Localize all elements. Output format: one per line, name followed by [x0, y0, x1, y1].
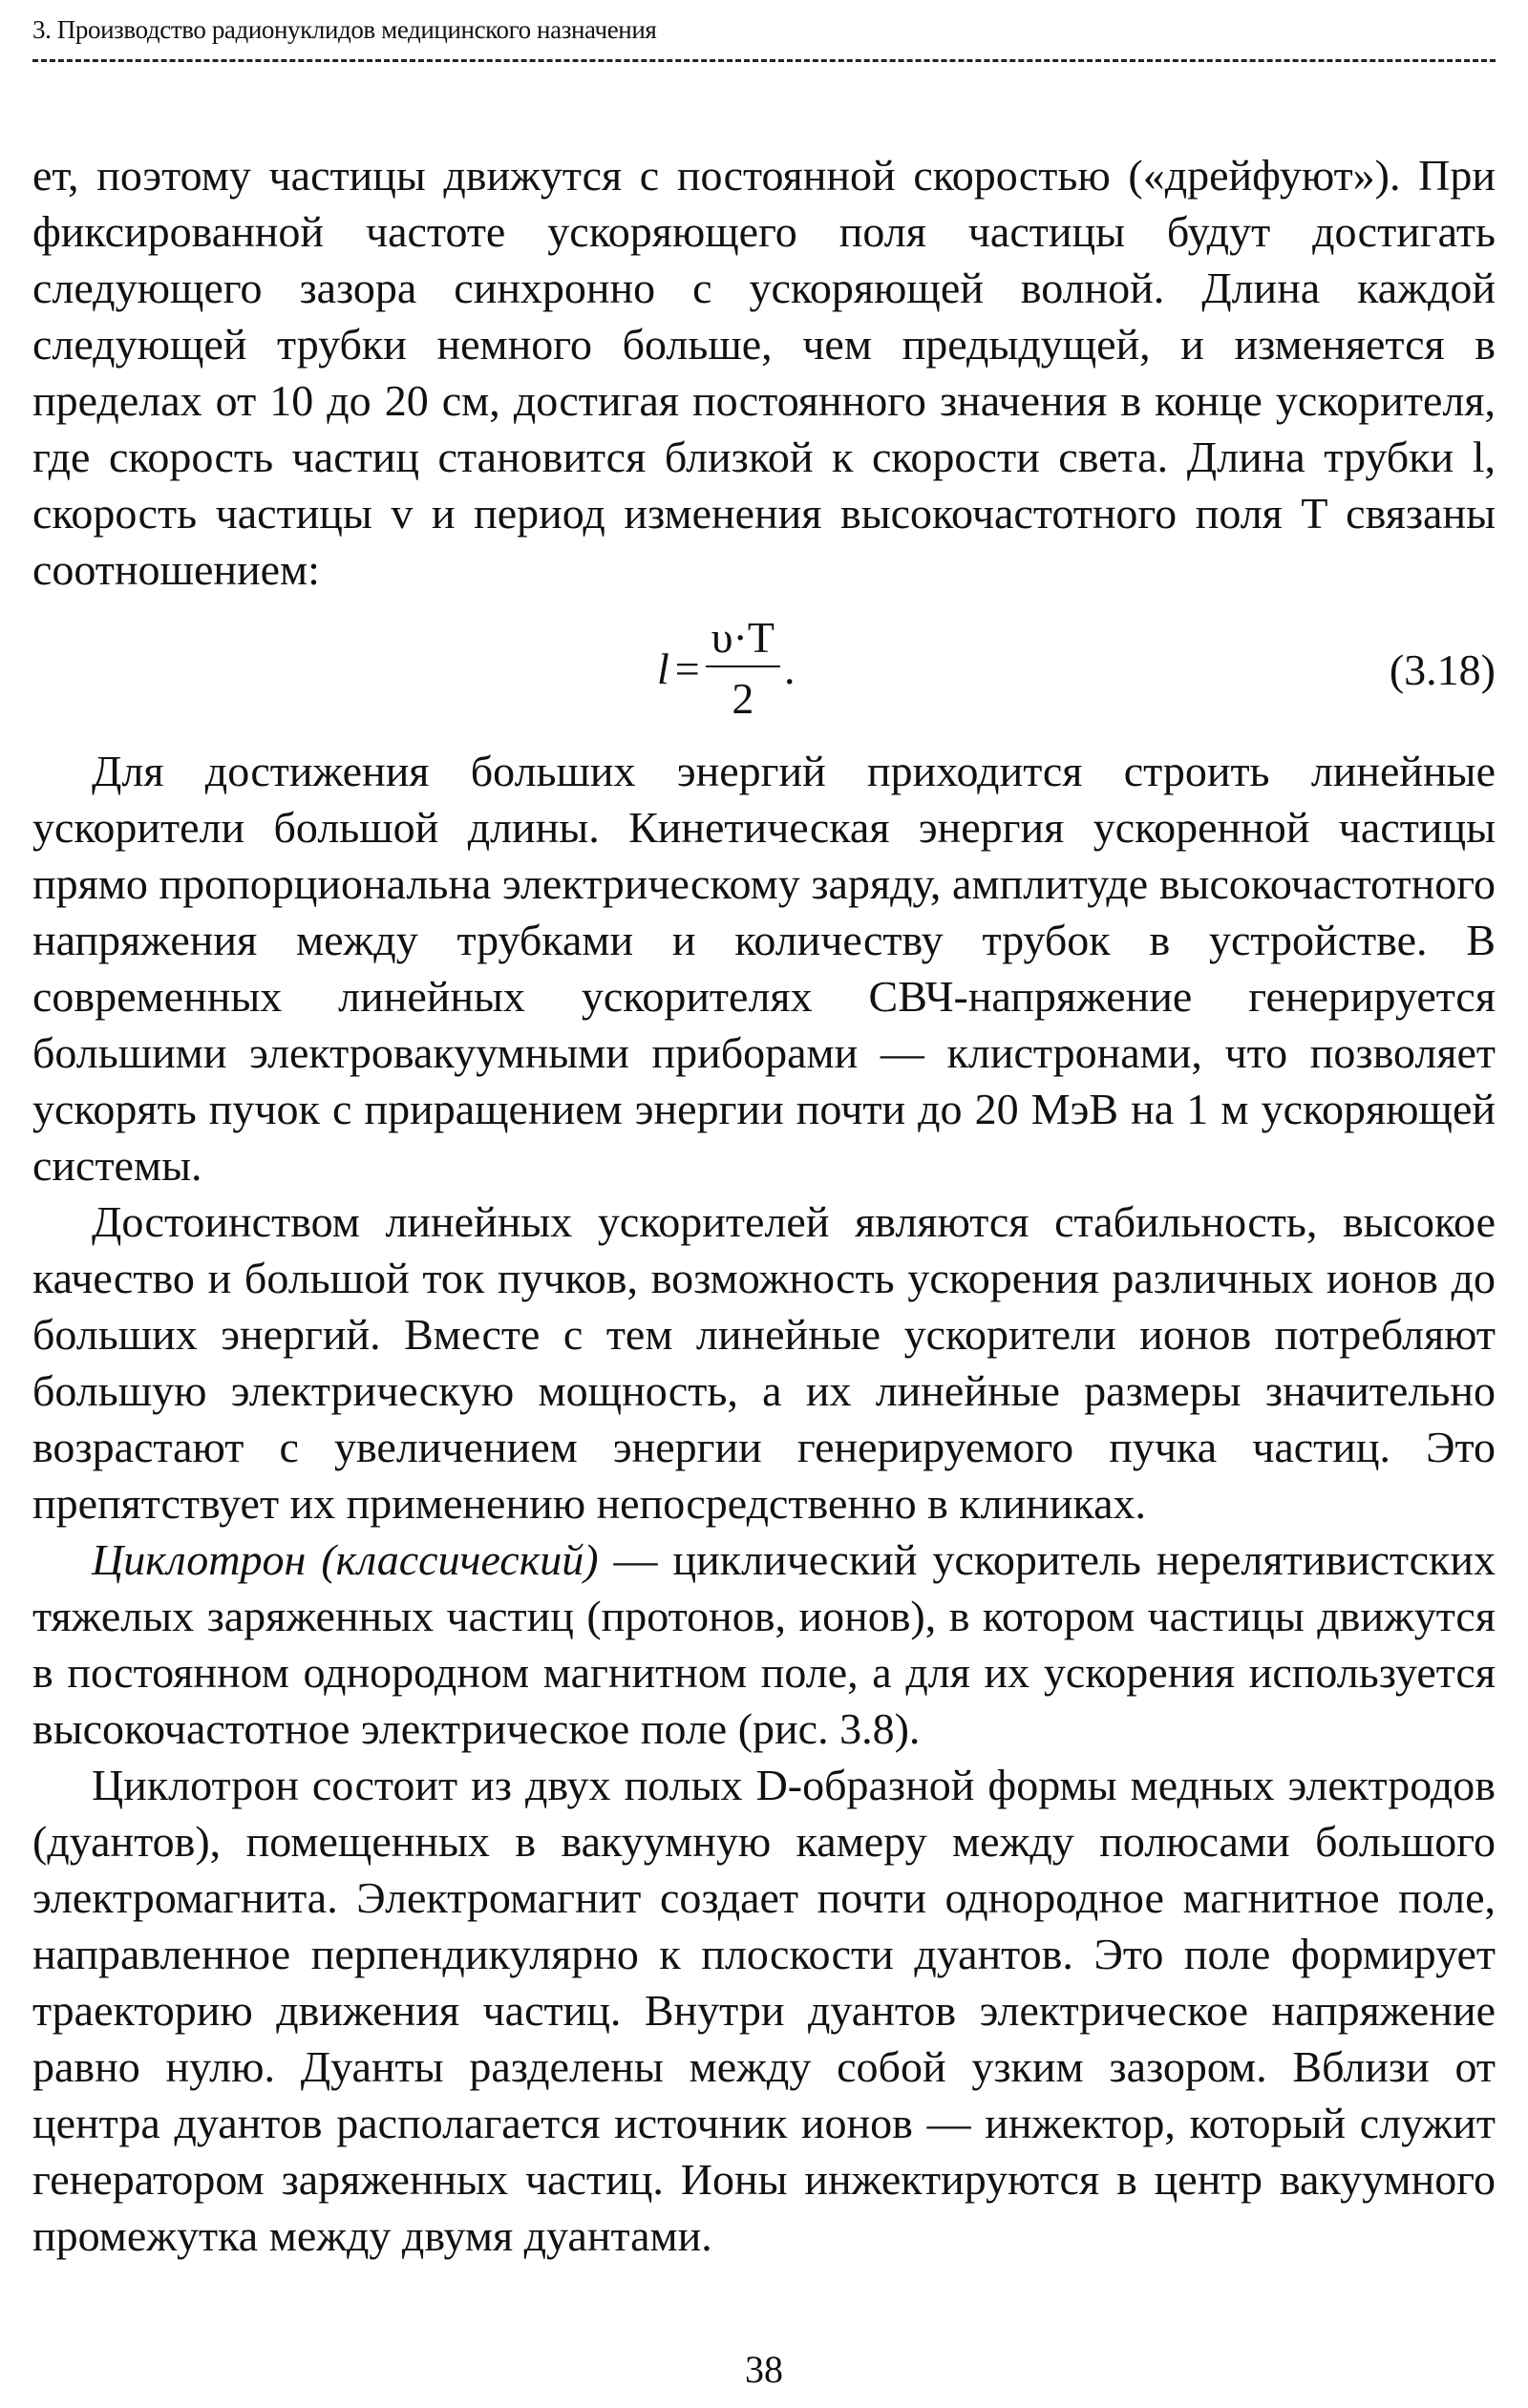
paragraph-continuation: ет, поэтому частицы движутся с постоянной скоростью («дрейфуют»). При фиксированной частоте ускоряющего поля частицы будут достигать следующего зазора синхронно с ускоряющей волной. Длина каждой следующей трубки немного больше, чем предыдущей, и изменяется в пределах от 10 до 20 см, достигая постоянного значения в конце ускорителя, где скорость частиц становится близкой к скорости света. Длина трубки l, скорость частицы v и период изменения высокочастотного поля T связаны соотношением: — [32, 151, 1496, 594]
formula-lhs: l — [657, 644, 669, 693]
formula — [657, 611, 795, 726]
cyclotron-term: Циклотрон (классический) — [92, 1535, 599, 1584]
paragraph-advantages: Достоинством линейных ускорителей являются стабильность, высокое качество и большой ток пучков, возможность ускорения различных ионов до больших энергий. Вместе с тем линейные ускорители ионов потребляют большую электрическую мощность, а их линейные размеры значительно возрастают с увеличением энергии генерируемого пучка частиц. Это препятствует их применению непосредственно в клиниках. — [32, 1197, 1496, 1528]
header-divider — [32, 59, 1496, 62]
formula-equals: = — [674, 644, 700, 693]
body-text — [32, 147, 1496, 2264]
formula-fraction — [706, 613, 780, 723]
formula-denominator: 2 — [732, 674, 754, 723]
formula-trailing-period: . — [783, 644, 796, 693]
formula-numerator: υ·T — [706, 616, 780, 667]
equation-row — [32, 598, 1496, 743]
running-head: 3. Производство радионуклидов медицинского назначения — [32, 15, 657, 44]
page-number: 38 — [745, 2348, 783, 2391]
paragraph-linear-accelerators: Для достижения больших энергий приходится строить линейные ускорители большой длины. Кинетическая энергия ускоренной частицы прямо пропорциональна электрическому заряду, амплитуде высокочастотного напряжения между трубками и количеству трубок в устройстве. В современных линейных ускорителях СВЧ-напряжение генерируется большими электровакуумными приборами — клистронами, что позволяет ускорять пучок с приращением энергии почти до 20 МэВ на 1 м ускоряющей системы. — [32, 747, 1496, 1190]
paragraph-cyclotron-definition — [32, 1531, 1496, 1757]
equation-number: (3.18) — [1389, 645, 1496, 694]
cyclotron-definition-text: — циклический ускоритель нерелятивистских тяжелых заряженных частиц (протонов, ионов), в котором частицы движутся в постоянном однородном магнитном поле, а для их ускорения используется высокочастотное электрическое поле (рис. 3.8). — [32, 1535, 1496, 1753]
paragraph-cyclotron-structure: Циклотрон состоит из двух полых D-образной формы медных электродов (дуантов), помещенных в вакуумную камеру между полюсами большого электромагнита. Электромагнит создает почти однородное магнитное поле, направленное перпендикулярно к плоскости дуантов. Это поле формирует траекторию движения частиц. Внутри дуантов электрическое напряжение равно нулю. Дуанты разделены между собой узким зазором. Вблизи от центра дуантов располагается источник ионов — инжектор, который служит генератором заряженных частиц. Ионы инжектируются в центр вакуумного промежутка между двумя дуантами. — [32, 1761, 1496, 2260]
